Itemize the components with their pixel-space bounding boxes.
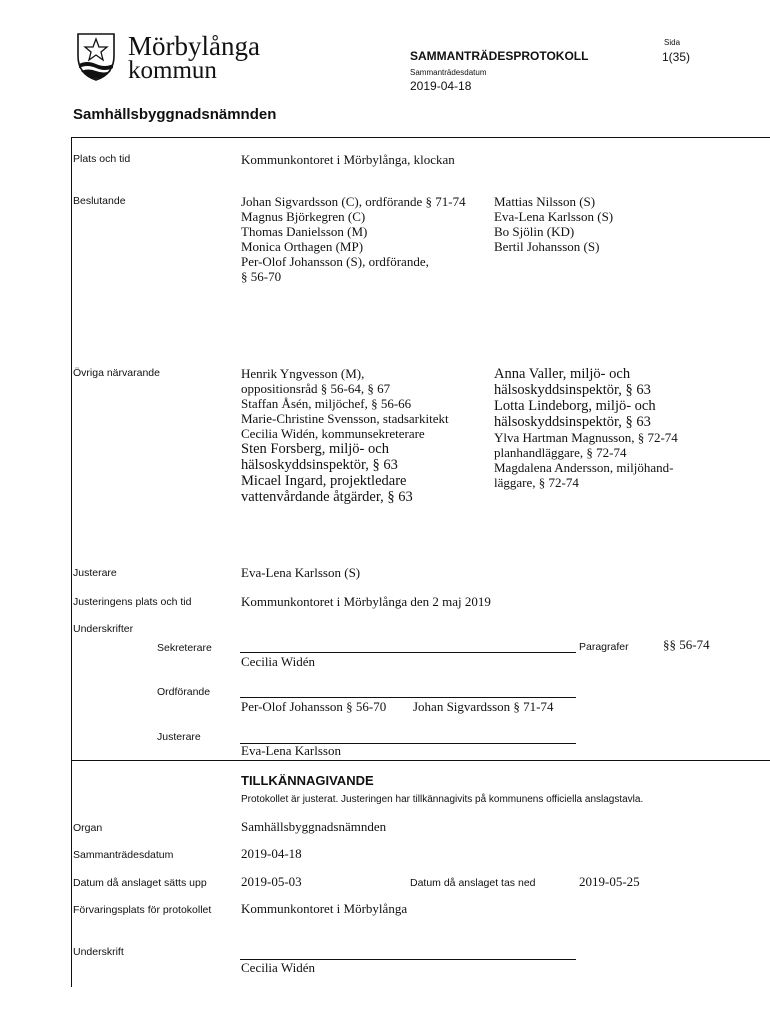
member: Bertil Johansson (S) [494, 239, 600, 254]
plats-label: Plats och tid [73, 153, 131, 165]
attendee: Cecilia Widén, kommunsekreterare [241, 426, 425, 441]
paragrafer-value: §§ 56-74 [663, 637, 710, 652]
doc-type: SAMMANTRÄDESPROTOKOLL [410, 49, 589, 63]
attendee: Micael Ingard, projektledare [241, 473, 407, 489]
member: Eva-Lena Karlsson (S) [494, 209, 614, 224]
notice-text: Protokollet är justerat. Justeringen har tillkännagivits på kommunens officiella anslagstavla. [241, 794, 644, 805]
beslutande-right [494, 194, 613, 254]
notice-rule [71, 760, 770, 761]
attendee: Henrik Yngvesson (M), [241, 366, 365, 381]
page-label: Sida [664, 38, 681, 47]
beslutande-label: Beslutande [73, 195, 126, 207]
member: Johan Sigvardsson (C), ordförande § 71-74 [241, 194, 466, 209]
attendee: Ylva Hartman Magnusson, § 72-74 [494, 430, 678, 445]
notice-title: TILLKÄNNAGIVANDE [241, 773, 374, 788]
plats-value: Kommunkontoret i Mörbylånga, klockan [241, 152, 455, 167]
attendee: planhandläggare, § 72-74 [494, 445, 627, 460]
paragrafer-label: Paragrafer [579, 641, 629, 653]
ovriga-left [241, 366, 449, 505]
member: Thomas Danielsson (M) [241, 224, 368, 239]
attendee: hälsoskyddsinspektör, § 63 [241, 457, 398, 473]
just-plats-value: Kommunkontoret i Mörbylånga den 2 maj 2019 [241, 594, 491, 609]
top-rule [71, 137, 770, 138]
organ-value: Samhällsbyggnadsnämnden [241, 819, 387, 834]
just-plats-label: Justeringens plats och tid [73, 596, 192, 608]
forvaring-label: Förvaringsplats för protokollet [73, 904, 212, 916]
ordforande-name-1: Per-Olof Johansson § 56-70 [241, 699, 387, 714]
sekreterare-label: Sekreterare [157, 642, 212, 654]
attendee: Sten Forsberg, miljö- och [241, 441, 389, 457]
ordforande-signature-line [240, 697, 576, 698]
uppsatt-label: Datum då anslaget sätts upp [73, 877, 207, 889]
attendee: Lotta Lindeborg, miljö- och [494, 398, 656, 414]
beslutande-left [241, 194, 466, 284]
sekreterare-name: Cecilia Widén [241, 654, 315, 669]
member: Mattias Nilsson (S) [494, 194, 596, 209]
logo-kommun: kommun [128, 57, 217, 84]
crest-icon [72, 30, 120, 82]
left-rule [71, 137, 72, 987]
attendee: vattenvårdande åtgärder, § 63 [241, 489, 413, 505]
date-label: Sammanträdesdatum [410, 68, 487, 77]
member: Per-Olof Johansson (S), ordförande, [241, 254, 429, 269]
datum-label: Sammanträdesdatum [73, 849, 174, 861]
nedtagen-label: Datum då anslaget tas ned [410, 877, 536, 889]
uppsatt-value: 2019-05-03 [241, 874, 302, 889]
ovriga-label: Övriga närvarande [73, 367, 160, 379]
member: Magnus Björkegren (C) [241, 209, 366, 224]
justerare-sign-label: Justerare [157, 731, 201, 743]
forvaring-value: Kommunkontoret i Mörbylånga [241, 901, 408, 916]
attendee: Anna Valler, miljö- och [494, 366, 631, 382]
attendee: hälsoskyddsinspektör, § 63 [494, 382, 651, 398]
ordforande-label: Ordförande [157, 686, 211, 698]
justerare-value: Eva-Lena Karlsson (S) [241, 565, 361, 580]
attendee: hälsoskyddsinspektör, § 63 [494, 414, 651, 430]
underskrift-name: Cecilia Widén [241, 960, 315, 975]
ordforande-name-2: Johan Sigvardsson § 71-74 [413, 699, 554, 714]
member: Bo Sjölin (KD) [494, 224, 575, 239]
justerare-label: Justerare [73, 567, 117, 579]
page-number: 1(35) [662, 50, 691, 64]
meeting-date: 2019-04-18 [410, 79, 472, 93]
attendee: Marie-Christine Svensson, stadsarkitekt [241, 411, 449, 426]
committee-title: Samhällsbyggnadsnämnden [73, 106, 277, 123]
sekreterare-signature-line [240, 652, 576, 653]
attendee: oppositionsråd § 56-64, § 67 [241, 381, 391, 396]
attendee: läggare, § 72-74 [494, 475, 579, 490]
underskrift-label: Underskrift [73, 946, 124, 958]
member: Monica Orthagen (MP) [241, 239, 364, 254]
attendee: Staffan Åsén, miljöchef, § 56-66 [241, 396, 412, 411]
ovriga-right [494, 366, 678, 490]
datum-value: 2019-04-18 [241, 846, 302, 861]
organ-label: Organ [73, 822, 103, 834]
logo-name: Mörbylånga [128, 31, 260, 61]
member: § 56-70 [241, 269, 282, 284]
underskrifter-label: Underskrifter [73, 623, 134, 635]
nedtagen-value: 2019-05-25 [579, 874, 640, 889]
justerare-sign-name: Eva-Lena Karlsson [241, 743, 341, 758]
attendee: Magdalena Andersson, miljöhand- [494, 460, 674, 475]
